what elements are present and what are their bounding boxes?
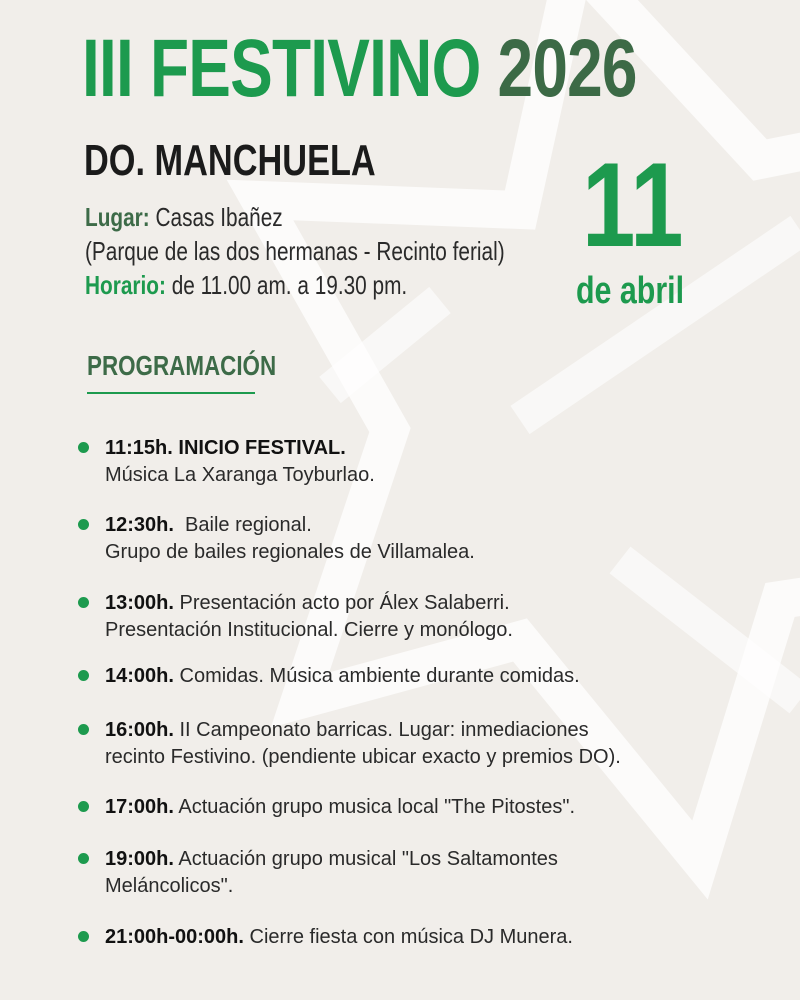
program-item-text: Cierre fiesta con música DJ Munera. [249, 926, 573, 948]
bullet-dot [78, 597, 89, 608]
program-item-text: Actuación grupo musical "Los Saltamontes [178, 848, 558, 870]
festival-title-main: III FESTIVINO [82, 23, 481, 114]
program-item-text: Presentación acto por Álex Salaberri. [179, 592, 510, 614]
program-item-line2: recinto Festivino. (pendiente ubicar exacto y premios DO). [105, 746, 621, 768]
program-item [78, 663, 778, 690]
program-item [78, 924, 778, 951]
event-date-month: de abril [575, 270, 685, 312]
bullet-dot [78, 853, 89, 864]
program-item-time: 21:00h-00:00h. [105, 926, 244, 948]
program-item-time: 11:15h. [105, 437, 173, 459]
program-item-time: 16:00h. [105, 719, 174, 741]
program-title-underline [87, 392, 255, 394]
bullet-dot [78, 801, 89, 812]
program-item-highlight: INICIO FESTIVAL. [178, 437, 346, 459]
place-label: Lugar: [85, 202, 150, 232]
hours-value: de 11.00 am. a 19.30 pm. [171, 270, 408, 300]
program-item-line1 [105, 846, 778, 873]
event-date-day: 11 [582, 138, 684, 272]
program-item-line2: Meláncolicos". [105, 875, 234, 897]
festival-title [82, 24, 637, 114]
program-item-time: 12:30h. [105, 514, 174, 536]
program-item-line1 [105, 590, 778, 617]
program-item [78, 794, 778, 821]
event-info [85, 200, 505, 302]
program-item-line1 [105, 512, 778, 539]
program-item-text: II Campeonato barricas. Lugar: inmediaciones [179, 719, 589, 741]
program-item-line1 [105, 794, 778, 821]
program-item-text: Baile regional. [173, 514, 312, 536]
festival-title-year: 2026 [497, 23, 637, 114]
place-detail: (Parque de las dos hermanas - Recinto ferial) [85, 236, 505, 266]
program-item-text: Actuación grupo musica local "The Pitostes". [178, 796, 576, 818]
program-item-text: Comidas. Música ambiente durante comidas. [179, 665, 580, 687]
program-title: PROGRAMACIÓN [87, 350, 277, 381]
festival-subtitle: DO. MANCHUELA [84, 136, 376, 185]
program-item-line1 [105, 717, 778, 744]
program-item-line2: Grupo de bailes regionales de Villamalea. [105, 541, 475, 563]
program-item-time: 19:00h. [105, 848, 174, 870]
bullet-dot [78, 670, 89, 681]
place-value: Casas Ibañez [155, 202, 283, 232]
bullet-dot [78, 442, 89, 453]
program-item [78, 717, 778, 771]
program-item-line1 [105, 924, 778, 951]
place-line [85, 200, 505, 234]
program-item [78, 590, 778, 644]
program-item-line1 [105, 435, 778, 462]
bullet-dot [78, 931, 89, 942]
program-item [78, 846, 778, 900]
hours-label: Horario: [85, 270, 166, 300]
bullet-dot [78, 724, 89, 735]
program-item-line1 [105, 663, 778, 690]
program-item-line2: Presentación Institucional. Cierre y monólogo. [105, 619, 513, 641]
program-item-time: 13:00h. [105, 592, 174, 614]
bullet-dot [78, 519, 89, 530]
program-item [78, 435, 778, 489]
program-item-line2: Música La Xaranga Toyburlao. [105, 464, 375, 486]
program-item [78, 512, 778, 566]
program-item-time: 14:00h. [105, 665, 174, 687]
program-item-time: 17:00h. [105, 796, 174, 818]
hours-line [85, 268, 505, 302]
